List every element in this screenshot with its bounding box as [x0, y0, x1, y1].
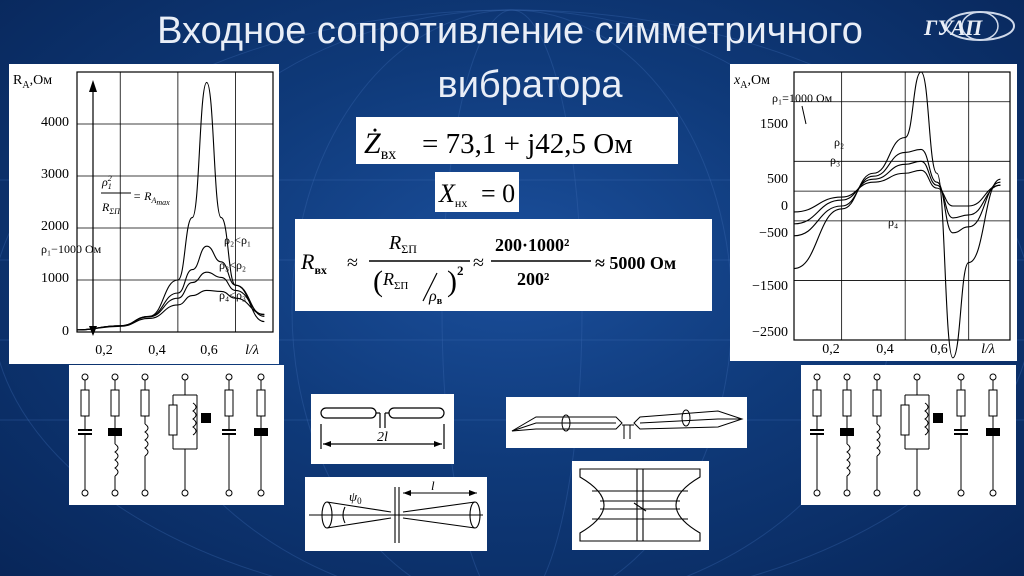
y-tick-label: 1000 — [41, 271, 69, 286]
chart-right-gridlines — [794, 72, 1010, 340]
plot-frame — [794, 72, 1010, 340]
x-tick-label: 0,2 — [822, 342, 840, 357]
wide-dipole-diagram — [572, 461, 709, 550]
chart-left — [9, 64, 279, 364]
den-value: 200² — [517, 269, 550, 289]
dipole-arm-right — [389, 408, 444, 418]
formula-x-lhs: Xнх — [439, 179, 468, 210]
label-rho3: ρ₃<ρ₂ — [219, 258, 247, 272]
r-result: ≈ 5000 Ом — [595, 253, 677, 273]
arrow-head-icon — [89, 80, 97, 92]
formula-z-rhs: = 73,1 + j42,5 Ом — [422, 128, 633, 160]
circuit-branch — [954, 374, 968, 496]
circuit-branch — [986, 374, 1000, 496]
x-tick-label: 0,6 — [200, 343, 218, 358]
formula-r-in — [295, 219, 712, 311]
guap-logo-icon — [920, 8, 1018, 44]
chart-left-xticks — [95, 343, 259, 358]
label-rho4: ρ₄ — [888, 215, 899, 229]
conical-diagram-panel — [305, 477, 487, 551]
circuit-branch — [901, 374, 943, 496]
circuit-branch — [169, 374, 211, 496]
paren-left: ( — [373, 265, 383, 298]
cone-length-label: l — [431, 478, 435, 493]
y-tick-label: −2500 — [752, 325, 788, 340]
dipole-diagram-panel — [311, 394, 454, 464]
chart-right-annotations — [772, 91, 898, 229]
formula-z-lhs: $Ż_{вх}$ — [364, 127, 397, 163]
circuit-branch — [222, 374, 236, 496]
dipole-diagram — [311, 394, 454, 464]
y-tick-label: −1500 — [752, 279, 788, 294]
ratio-numerator: $\rho^2$ 1 — [102, 174, 112, 191]
arrow-head-icon — [434, 441, 442, 447]
label-rho2: ρ₂<ρ₁ — [224, 233, 252, 247]
chart-right-xlabel: l/λ — [981, 342, 995, 357]
y-tick-label: 500 — [767, 172, 788, 187]
circuit-branch — [810, 374, 824, 496]
arrow-head-icon — [403, 490, 411, 496]
label-rho1: ρ₁=1000 Ом — [772, 91, 833, 105]
y-tick-label: 1500 — [760, 117, 788, 132]
chart-left-panel — [9, 64, 279, 364]
chart-left-annotations — [41, 174, 251, 302]
chart-right-panel — [730, 64, 1017, 361]
label-rho2: ρ₂ — [834, 135, 845, 149]
label-rho1: ρ₁−1000 Ом — [41, 242, 102, 256]
chart-left-xlabel: l/λ — [245, 343, 259, 358]
x-tick-label: 0,4 — [876, 342, 894, 357]
ratio-equals: = $R_A\max$ — [133, 189, 170, 207]
y-tick-label: 2000 — [41, 219, 69, 234]
dipole-length-label: 2l — [377, 430, 388, 445]
cage-dipole-diagram — [506, 397, 747, 448]
equivalent-circuits-right — [801, 365, 1016, 505]
y-tick-label: 0 — [781, 199, 788, 214]
label-rho3: ρ₃ — [830, 153, 841, 167]
r-fraction-num: $R_{\Sigma П}$ — [389, 232, 417, 256]
circuit-branch — [254, 374, 268, 496]
slide-title-line2: вибратора — [437, 64, 623, 106]
formula-r-lhs: $R_{вх}$ — [301, 249, 327, 277]
y-tick-label: 4000 — [41, 115, 69, 130]
y-tick-label: 3000 — [41, 167, 69, 182]
logo-text: ГУАП — [924, 15, 983, 40]
r-fraction-den-r: $R_{\Sigma П}$ — [383, 269, 409, 292]
conical-diagram — [305, 477, 487, 551]
x-tick-label: 0,6 — [930, 342, 948, 357]
y-tick-label: 0 — [62, 324, 69, 339]
approx-1: ≈ — [347, 252, 358, 274]
chart-left-ylabel: $R_A,Ом$ — [13, 73, 53, 91]
circuit-branch — [873, 374, 881, 496]
arrow-head-icon — [469, 490, 477, 496]
chart-left-yticks — [41, 115, 69, 339]
circuit-diagram-right — [801, 365, 1016, 505]
ratio-denominator: $R_{\Sigma П}$ — [102, 200, 120, 216]
paren-right: ) — [447, 265, 457, 298]
dipole-arm-left — [321, 408, 376, 418]
label-rho4: ρ₄<ρ₃ — [219, 288, 247, 302]
approx-2: ≈ — [473, 252, 484, 274]
arrow-head-icon — [89, 326, 97, 336]
arrow-head-icon — [323, 441, 331, 447]
formula-x-rhs: = 0 — [481, 179, 516, 208]
r-fraction-den-rho: ρв — [429, 288, 443, 307]
chart-right-xticks — [822, 342, 995, 357]
circuit-branch — [840, 374, 854, 496]
y-tick-label: −500 — [759, 226, 788, 241]
slide-title: Входное сопротивление симметричного — [157, 10, 863, 52]
formula-x-in — [435, 172, 519, 212]
num-value: 200·1000² — [495, 235, 570, 255]
cage-dipole-panel — [506, 397, 747, 448]
chart-right — [730, 64, 1017, 361]
circuit-diagram-left — [69, 365, 284, 505]
equivalent-circuits-left — [69, 365, 284, 505]
r-fraction-pow: 2 — [457, 263, 464, 278]
cone-angle-label: $\psi_0$ — [349, 489, 362, 506]
formula-z-in — [356, 117, 678, 164]
chart-right-yticks — [752, 117, 788, 340]
circuit-branch — [78, 374, 92, 496]
chart-right-ylabel: $x_A,Ом$ — [734, 73, 770, 91]
x-tick-label: 0,2 — [95, 343, 113, 358]
wide-dipole-panel — [572, 461, 709, 550]
circuit-branch — [108, 374, 122, 496]
leader-line — [802, 106, 806, 124]
circuit-branch — [141, 374, 149, 496]
x-tick-label: 0,4 — [148, 343, 166, 358]
